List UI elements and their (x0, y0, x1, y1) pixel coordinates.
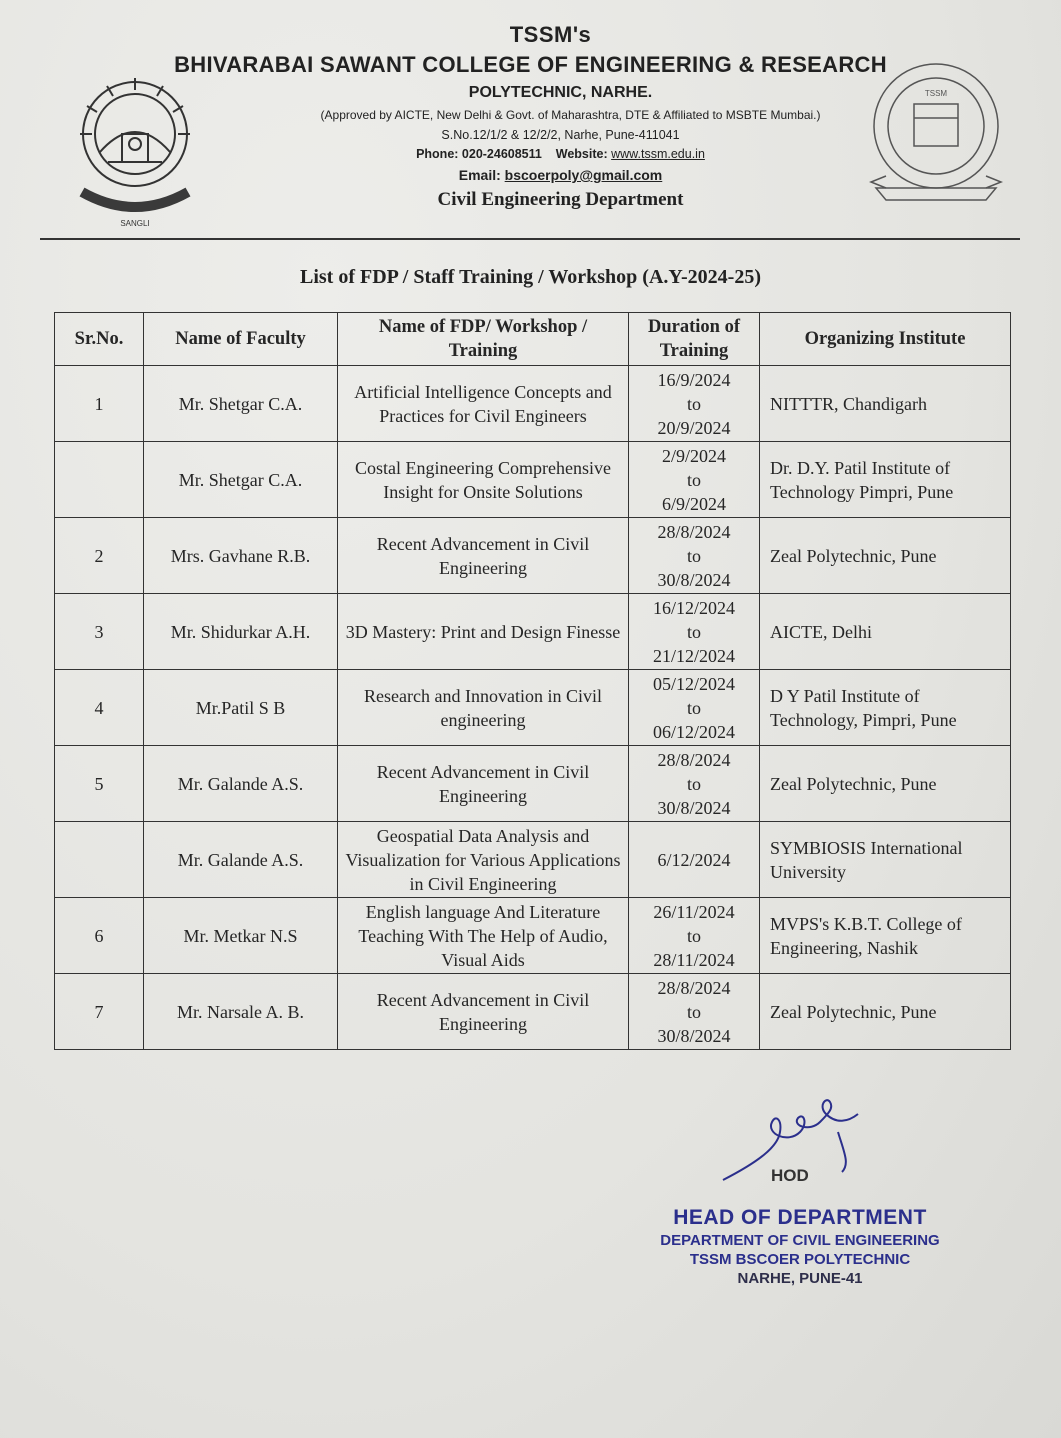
header-faculty: Name of Faculty (144, 313, 338, 366)
cell-faculty: Mr. Shetgar C.A. (144, 442, 338, 518)
duration-until: 30/8/2024 (657, 1025, 731, 1046)
duration-until: 30/8/2024 (657, 797, 731, 818)
cell-duration (629, 822, 760, 898)
table-row (55, 442, 1011, 518)
table-row (55, 898, 1011, 974)
table-header-row (55, 313, 1011, 366)
duration-to: to (686, 773, 701, 794)
duration-to: to (686, 697, 701, 718)
duration-to: to (686, 545, 701, 566)
cell-srno: 5 (55, 746, 144, 822)
cell-duration (629, 974, 760, 1050)
cell-srno: 7 (55, 974, 144, 1050)
cell-duration (629, 518, 760, 594)
duration-until: 30/8/2024 (657, 569, 731, 590)
cell-faculty: Mr. Shetgar C.A. (144, 366, 338, 442)
email-label: Email: (458, 167, 501, 183)
table-row (55, 822, 1011, 898)
cell-institute: Zeal Polytechnic, Pune (760, 746, 1011, 822)
table-row (55, 518, 1011, 594)
phone-text: Phone: 020-24608511 (416, 147, 542, 161)
cell-faculty: Mr. Galande A.S. (144, 822, 338, 898)
header-srno: Sr.No. (55, 313, 144, 366)
cell-fdp: English language And Literature Teaching With The Help of Audio, Visual Aids (338, 898, 629, 974)
cell-duration (629, 898, 760, 974)
approval-line: (Approved by AICTE, New Delhi & Govt. of Maharashtra, DTE & Affiliated to MSBTE Mumbai.) (320, 108, 821, 122)
svg-text:SANGLI: SANGLI (120, 219, 150, 228)
header-divider (40, 238, 1020, 240)
cell-institute: AICTE, Delhi (760, 594, 1011, 670)
cell-fdp: Geospatial Data Analysis and Visualization for Various Applications in Civil Engineering (338, 822, 629, 898)
duration-from: 28/8/2024 (657, 749, 731, 770)
department-stamp (620, 1206, 980, 1287)
stamp-title: HEAD OF DEPARTMENT (673, 1206, 927, 1229)
duration-from: 2/9/2024 (661, 445, 726, 466)
cell-faculty: Mr. Shidurkar A.H. (144, 594, 338, 670)
cell-institute: D Y Patil Institute of Technology, Pimpri, Pune (760, 670, 1011, 746)
stamp-college: TSSM BSCOER POLYTECHNIC (689, 1251, 911, 1268)
cell-faculty: Mr. Metkar N.S (144, 898, 338, 974)
duration-from: 28/8/2024 (657, 977, 731, 998)
cell-fdp: Recent Advancement in Civil Engineering (338, 746, 629, 822)
duration-until: 21/12/2024 (652, 645, 735, 666)
table-row (55, 366, 1011, 442)
duration-until: 28/11/2024 (653, 949, 735, 970)
cell-faculty: Mr. Galande A.S. (144, 746, 338, 822)
cell-srno (55, 442, 144, 518)
duration-to: to (686, 1001, 701, 1022)
duration-until: 6/9/2024 (661, 493, 726, 514)
table-row (55, 594, 1011, 670)
cell-duration (629, 366, 760, 442)
email-link: bscoerpoly@gmail.com (504, 167, 663, 183)
letterhead (0, 22, 1061, 211)
trust-name: TSSM's (509, 22, 592, 47)
cell-srno: 3 (55, 594, 144, 670)
cell-srno: 4 (55, 670, 144, 746)
cell-srno: 2 (55, 518, 144, 594)
header-duration: Duration of Training (629, 313, 760, 366)
duration-from: 16/9/2024 (657, 369, 731, 390)
list-title: List of FDP / Staff Training / Workshop (A.Y-2024-25) (300, 266, 761, 288)
website-link: www.tssm.edu.in (611, 147, 705, 161)
duration-to: 6/12/2024 (657, 849, 731, 870)
college-name: BHIVARABAI SAWANT COLLEGE OF ENGINEERING & RESEARCH (174, 52, 887, 77)
cell-fdp: Recent Advancement in Civil Engineering (338, 974, 629, 1050)
cell-institute: SYMBIOSIS International University (760, 822, 1011, 898)
cell-institute: Dr. D.Y. Patil Institute of Technology Pimpri, Pune (760, 442, 1011, 518)
duration-from: 28/8/2024 (657, 521, 731, 542)
cell-faculty: Mrs. Gavhane R.B. (144, 518, 338, 594)
stamp-department: DEPARTMENT OF CIVIL ENGINEERING (660, 1232, 940, 1249)
stamp-place: NARHE, PUNE-41 (737, 1270, 863, 1287)
duration-to: to (686, 621, 701, 642)
polytechnic-name: POLYTECHNIC, NARHE. (468, 84, 653, 101)
website-label: Website: (555, 147, 608, 161)
email-line (60, 167, 1061, 183)
duration-from: 05/12/2024 (652, 673, 735, 694)
table-row (55, 670, 1011, 746)
fdp-table (54, 312, 1011, 1050)
header-institute: Organizing Institute (760, 313, 1011, 366)
cell-fdp: Recent Advancement in Civil Engineering (338, 518, 629, 594)
duration-to: to (686, 469, 701, 490)
cell-faculty: Mr.Patil S B (144, 670, 338, 746)
cell-faculty: Mr. Narsale A. B. (144, 974, 338, 1050)
cell-srno (55, 822, 144, 898)
department-name: Civil Engineering Department (437, 189, 684, 210)
duration-until: 20/9/2024 (657, 417, 731, 438)
cell-fdp: Costal Engineering Comprehensive Insight for Onsite Solutions (338, 442, 629, 518)
header-fdp: Name of FDP/ Workshop / Training (338, 313, 629, 366)
cell-institute: MVPS's K.B.T. College of Engineering, Nashik (760, 898, 1011, 974)
duration-to: to (686, 393, 701, 414)
cell-institute: Zeal Polytechnic, Pune (760, 974, 1011, 1050)
cell-srno: 1 (55, 366, 144, 442)
cell-duration (629, 594, 760, 670)
cell-srno: 6 (55, 898, 144, 974)
svg-text:TSSM: TSSM (924, 89, 948, 98)
table-row (55, 974, 1011, 1050)
cell-institute: NITTTR, Chandigarh (760, 366, 1011, 442)
cell-fdp: Artificial Intelligence Concepts and Practices for Civil Engineers (338, 366, 629, 442)
duration-from: 26/11/2024 (653, 901, 735, 922)
hod-label: HOD (771, 1166, 809, 1185)
duration-from: 16/12/2024 (652, 597, 735, 618)
cell-fdp: Research and Innovation in Civil engineering (338, 670, 629, 746)
address-line: S.No.12/1/2 & 12/2/2, Narhe, Pune-411041 (441, 128, 680, 142)
duration-to: to (686, 925, 701, 946)
cell-institute: Zeal Polytechnic, Pune (760, 518, 1011, 594)
cell-duration (629, 442, 760, 518)
cell-duration (629, 670, 760, 746)
table-row (55, 746, 1011, 822)
contact-line (60, 147, 1061, 161)
duration-until: 06/12/2024 (652, 721, 735, 742)
cell-duration (629, 746, 760, 822)
cell-fdp: 3D Mastery: Print and Design Finesse (338, 594, 629, 670)
